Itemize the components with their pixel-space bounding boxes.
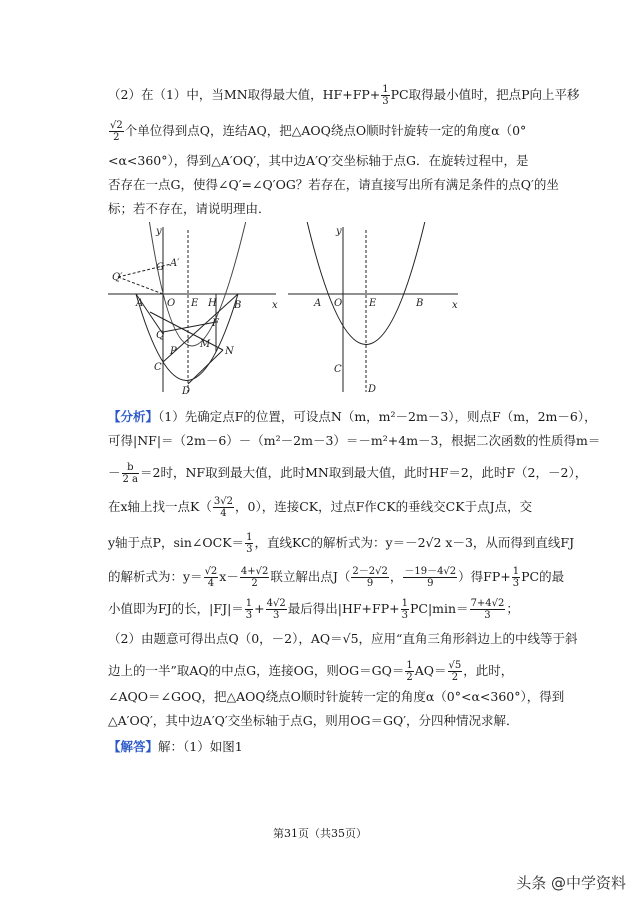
fraction: $\frac{1}{3}$: [401, 598, 408, 621]
label-f: F: [212, 318, 219, 329]
fraction: $\frac{√2}{2}$: [110, 120, 123, 143]
problem-line-5: 标；若不存在，请说明理由．: [108, 201, 271, 216]
figure-2-diagram: [288, 222, 463, 397]
solution-tag: 【解答】: [108, 739, 159, 754]
problem-line-3: <α<360°），得到△A′OQ′，其中边A′Q′交坐标轴于点G．在旋转过程中，是: [108, 153, 529, 168]
analysis-line-9: 边上的一半”取AQ的中点G，连接OG，则OG＝GQ＝ $\frac{1}{2}$ AQ＝ $\frac{√5}{2}$ ，此时，: [108, 660, 514, 683]
analysis-tag: 【分析】: [108, 409, 159, 424]
fraction: $\frac{1}{3}$: [246, 532, 253, 555]
label-q: Q: [156, 330, 165, 341]
fraction: $\frac{2-2√2}{9}$: [352, 566, 388, 589]
label-m: M: [200, 339, 211, 350]
fraction: $\frac{4√2}{3}$: [266, 598, 286, 621]
label-g: G: [156, 262, 164, 273]
label-aprime: A′: [170, 258, 180, 269]
fraction: $\frac{1}{3}$: [512, 566, 520, 589]
fraction: $\frac{b}{2 a}$: [122, 462, 139, 485]
fraction: $\frac{1}{2}$: [406, 660, 413, 683]
analysis-line-7: 小值即为FJ的长，|FJ|＝ $\frac{1}{3}$ + $\frac{4√2}{3}$ 最后得出|HF+FP+ $\frac{1}{3}$ PC|min＝ $\frac{7+4√2}{3}$ ；: [108, 598, 519, 621]
analysis-line-10: ∠AQO＝∠GOQ，把△AOQ绕点O顺时针旋转一定的角度α（0°<α<360°），得到: [108, 689, 565, 704]
label-b-2: B: [416, 298, 424, 309]
label-qprime: Q′: [112, 272, 123, 283]
label-h: H: [208, 298, 217, 309]
fraction: $\frac{-19-4√2}{9}$: [404, 566, 457, 589]
analysis-line-2: 可得|NF|＝（2m－6）－（m²－2m－3）＝－m²+4m－3，根据二次函数的性质得m＝: [108, 433, 601, 448]
label-o-2: O: [334, 298, 343, 309]
label-x-2: x: [452, 300, 458, 311]
label-n: N: [225, 346, 234, 357]
solution-line: 【解答】解：（1）如图1: [108, 739, 243, 754]
fraction: $\frac{1}{3}$: [245, 598, 253, 621]
fraction: $\frac{7+4√2}{3}$: [470, 598, 505, 621]
problem-line-4: 否存在一点G，使得∠Q′=∠Q′OG？若存在，请直接写出所有满足条件的点Q′的坐: [108, 177, 559, 192]
label-a-2: A: [314, 298, 322, 309]
label-y: y: [156, 226, 162, 237]
figure-1-diagram: [108, 222, 283, 397]
label-p: P: [170, 346, 177, 357]
fraction: $\frac{3√2}{4}$: [213, 496, 233, 519]
analysis-line-5: y轴于点P，sin∠OCK＝ $\frac{1}{3}$ ，直线KC的解析式为：y＝－2√2 x－3，从而得到直线FJ: [108, 532, 575, 555]
analysis-line-3: － $\frac{b}{2 a}$ ＝2时，NF取到最大值，此时MN取到最大值，此时HF＝2，此时F（2，－2），: [108, 462, 588, 485]
parabola: [136, 294, 238, 381]
analysis-line-1: 【分析】（1）先确定点F的位置，可设点N（m，m²－2m－3），则点F（m，2m－6），: [108, 409, 597, 424]
watermark: 头条 @中学资料: [516, 874, 626, 892]
label-e-2: E: [369, 298, 377, 309]
line-qprime-o: [118, 277, 163, 294]
fraction: $\frac{4+√2}{2}$: [240, 566, 269, 589]
line-dn: [188, 350, 223, 384]
label-c-2: C: [334, 364, 342, 375]
label-e: E: [191, 298, 199, 309]
label-b: B: [234, 300, 242, 311]
analysis-line-8: （2）由题意可得出点Q（0，－2），AQ＝√5，应用“直角三角形斜边上的中线等于斜: [108, 631, 578, 646]
fraction: $\frac{√5}{2}$: [448, 660, 462, 683]
fraction: $\frac{√2}{4}$: [204, 566, 218, 589]
problem-line-1: （2）在（1）中，当MN取得最大值，HF+FP+ $\frac{1}{3}$ PC取得最小值时，把点P向上平移: [108, 84, 580, 107]
label-o: O: [167, 298, 176, 309]
label-x: x: [272, 300, 278, 311]
label-d: D: [182, 386, 191, 397]
label-c: C: [154, 362, 162, 373]
line-pf: [163, 322, 216, 332]
label-a: A: [136, 298, 144, 309]
problem-line-2: $\frac{√2}{2}$ 个单位得到点Q，连结AQ，把△AOQ绕点O顺时针旋转一定的角度α（0°: [110, 120, 527, 143]
page-footer: 第31页（共35页）: [273, 827, 367, 840]
label-d-2: D: [368, 384, 377, 395]
analysis-line-11: △A′OQ′，其中边A′Q′交坐标轴于点G，则用OG＝GQ′，分四种情况求解．: [108, 713, 519, 728]
analysis-line-4: 在x轴上找一点K（ $\frac{3√2}{4}$ ，0），连接CK，过点F作CK的垂线交CK于点J点，交: [108, 496, 533, 519]
label-y-2: y: [336, 226, 342, 237]
analysis-line-6: 的解析式为：y＝ $\frac{√2}{4}$ x－ $\frac{4+√2}{2}$ 联立解出点J（ $\frac{2-2√2}{9}$ ， $\frac{-19-4√2}{9}$ ）得FP+ $\frac{1}{3}$ PC的最: [108, 566, 565, 589]
fraction: $\frac{1}{3}$: [382, 84, 389, 107]
